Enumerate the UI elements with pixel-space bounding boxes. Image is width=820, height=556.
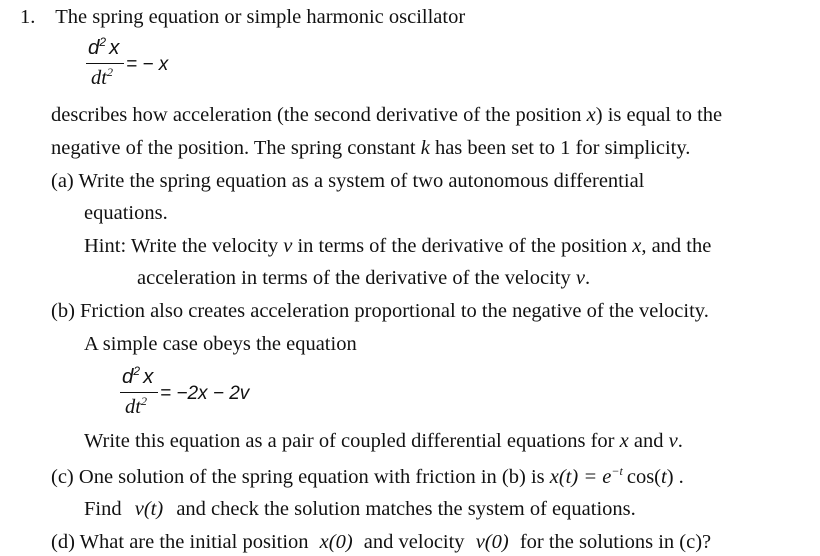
part-b-line-2: A simple case obeys the equation [84,333,357,355]
part-a-label: (a) [51,170,74,192]
part-d-label: (d) [51,531,75,553]
eq2-denominator: $dt^2$ [125,394,147,418]
eq2-fraction-bar [120,392,158,393]
intro-line-2: negative of the position. The spring constant k has been set to 1 for simplicity. [51,137,691,159]
eq1-fraction-bar [86,63,124,64]
part-a-hint-line-1: Hint: Write the velocity v in terms of the derivative of the position x, and the [84,235,712,257]
part-b-label: (b) [51,300,75,322]
solution-formula: $x(t) = e^{-t}$ cos(t) . [549,464,684,488]
problem-title: The spring equation or simple harmonic oscillator [55,6,466,28]
eq1-numerator: $d^2$ x [88,35,120,59]
eq1-denominator: $dt^2$ [91,65,113,89]
part-a-line-2: equations. [84,202,168,224]
part-a-hint-line-2: acceleration in terms of the derivative of the velocity v. [137,267,591,289]
part-b-line-3: Write this equation as a pair of coupled differential equations for x and v. [84,430,683,452]
intro-line-1: describes how acceleration (the second derivative of the position x) is equal to the [51,104,723,126]
eq1-rhs: = − x [126,54,169,75]
eq2-numerator: $d^2$ x [122,364,154,388]
part-c-label: (c) [51,466,74,488]
part-a-line-1: (a) Write the spring equation as a system of two autonomous differential [51,170,645,192]
problem-heading [20,5,465,29]
part-d-line: (d) What are the initial position x(0) and velocity v(0) for the solutions in (c)? [51,531,712,553]
problem-number: 1. [20,6,36,28]
eq2-rhs: = −2x − 2v [160,383,250,404]
part-c-line-1: (c) One solution of the spring equation with friction in (b) is $x(t) = e^{-t}$ cos(t) . [51,464,684,488]
part-b-line-1: (b) Friction also creates acceleration proportional to the negative of the velocity. [51,300,709,322]
part-c-line-2: Find v(t) and check the solution matches the system of equations. [84,498,636,520]
